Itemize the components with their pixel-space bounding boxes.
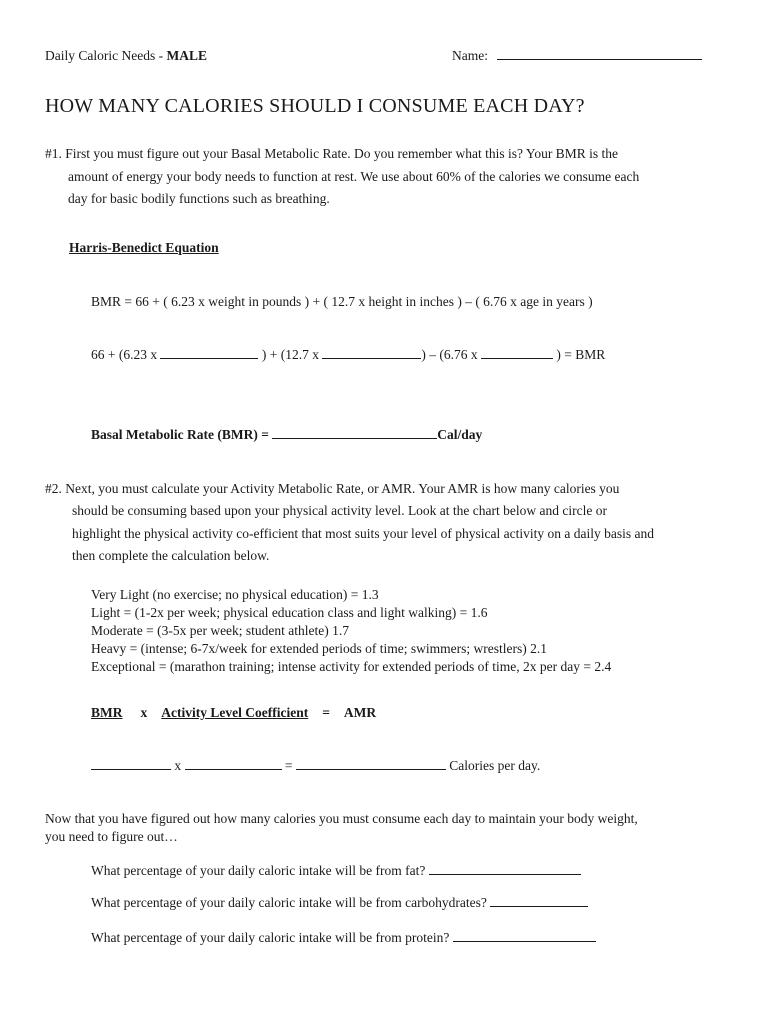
age-blank[interactable] — [481, 347, 553, 359]
protein-percentage-blank[interactable] — [453, 930, 596, 942]
bmr-formula: BMR = 66 + ( 6.23 x weight in pounds ) + ( 12.7 x height in inches ) – ( 6.76 x age in years ) — [91, 294, 593, 309]
amr-equation — [91, 705, 376, 721]
question-protein-label: What percentage of your daily caloric intake will be from protein? — [91, 930, 453, 945]
amr-eq-equals: = — [322, 705, 330, 720]
amr-coefficient-blank[interactable] — [185, 758, 282, 770]
amr-result-blank[interactable] — [296, 758, 446, 770]
bmr-result-row — [91, 427, 482, 443]
page-title: HOW MANY CALORIES SHOULD I CONSUME EACH DAY? — [45, 95, 585, 117]
question-fat — [91, 863, 581, 879]
name-row — [452, 48, 702, 64]
amr-calc-times: x — [171, 758, 185, 773]
question-carb-label: What percentage of your daily caloric intake will be from carbohydrates? — [91, 895, 491, 910]
fill-text-c: ) – (6.76 x — [421, 347, 481, 362]
question-protein — [91, 930, 596, 946]
bmr-fill-in-row — [91, 347, 605, 363]
activity-level-very-light: Very Light (no exercise; no physical education) = 1.3 — [91, 587, 379, 602]
s2-text-line-1: #2. Next, you must calculate your Activity Metabolic Rate, or AMR. Your AMR is how many calories you — [45, 481, 620, 496]
question-fat-label: What percentage of your daily caloric intake will be from fat? — [91, 863, 429, 878]
amr-eq-bmr: BMR — [91, 705, 123, 720]
amr-eq-times: x — [140, 705, 148, 720]
bmr-result-label: Basal Metabolic Rate (BMR) = — [91, 427, 273, 442]
weight-blank[interactable] — [160, 347, 258, 359]
height-blank[interactable] — [322, 347, 421, 359]
amr-eq-coefficient: Activity Level Coefficient — [161, 705, 309, 720]
bmr-result-blank[interactable] — [272, 427, 437, 439]
amr-calc-row — [91, 758, 540, 774]
fill-text-a: 66 + (6.23 x — [91, 347, 161, 362]
amr-calc-unit: Calories per day. — [445, 758, 541, 773]
carb-percentage-blank[interactable] — [490, 895, 588, 907]
fill-text-b: ) + (12.7 x — [258, 347, 323, 362]
header-title: Daily Caloric Needs - — [45, 48, 167, 63]
activity-level-heavy: Heavy = (intense; 6-7x/week for extended periods of time; swimmers; wrestlers) 2.1 — [91, 641, 547, 656]
question-carbohydrates — [91, 895, 588, 911]
amr-eq-amr: AMR — [343, 705, 377, 720]
amr-calc-equals: = — [281, 758, 296, 773]
amr-bmr-blank[interactable] — [91, 758, 171, 770]
s1-text-line-3: day for basic bodily functions such as breathing. — [68, 191, 330, 206]
worksheet-header — [45, 48, 207, 64]
fill-text-d: ) = BMR — [552, 347, 606, 362]
equation-heading: Harris-Benedict Equation — [69, 240, 219, 255]
s2-text-line-2: should be consuming based upon your physical activity level. Look at the chart below and circle or — [72, 503, 607, 518]
s2-text-line-3: highlight the physical activity co-efficient that most suits your level of physical activity on a daily basis and — [72, 526, 654, 541]
s1-text-line-1: #1. First you must figure out your Basal Metabolic Rate. Do you remember what this is? Your BMR is the — [45, 146, 618, 161]
activity-level-moderate: Moderate = (3-5x per week; student athlete) 1.7 — [91, 623, 350, 638]
fat-percentage-blank[interactable] — [429, 863, 581, 875]
activity-level-light: Light = (1-2x per week; physical education class and light walking) = 1.6 — [91, 605, 488, 620]
s2-text-line-4: then complete the calculation below. — [72, 548, 270, 563]
header-gender: MALE — [166, 48, 207, 63]
s3-text-line-1: Now that you have figured out how many calories you must consume each day to maintain your body weight, — [45, 811, 638, 826]
activity-level-exceptional: Exceptional = (marathon training; intense activity for extended periods of time, 2x per day = 2.4 — [91, 659, 612, 674]
bmr-result-unit: Cal/day — [437, 427, 483, 442]
name-field[interactable] — [497, 48, 702, 60]
name-label: Name: — [452, 48, 488, 63]
s3-text-line-2: you need to figure out… — [45, 829, 178, 844]
s1-text-line-2: amount of energy your body needs to function at rest. We use about 60% of the calories we consume each — [68, 169, 640, 184]
